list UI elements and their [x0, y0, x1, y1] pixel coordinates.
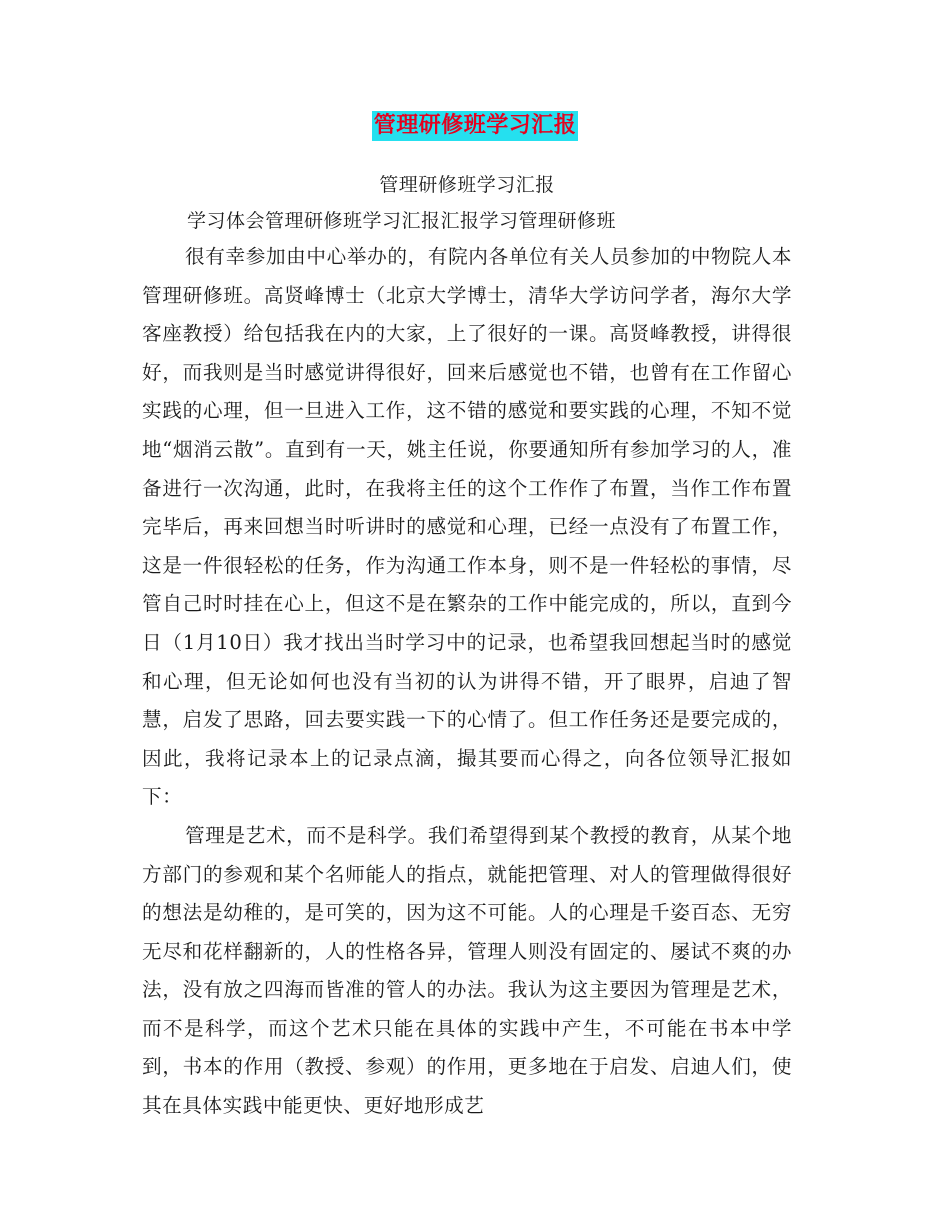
paragraph: 管理是艺术，而不是科学。我们希望得到某个教授的教育，从某个地方部门的参观和某个名师能人的指点，就能把管理、对人的管理做得很好的想法是幼稚的，是可笑的，因为这不可能。人的心理是千姿百态、无穷无尽和花样翻新的，人的性格各异，管理人则没有固定的、屡试不爽的办法，没有放之四海而皆准的管人的办法。我认为这主要因为管理是艺术，而不是科学，而这个艺术只能在具体的实践中产生，不可能在书本中学到，书本的作用（教授、参观）的作用，更多地在于启发、启迪人们，使其在具体实践中能更快、更好地形成艺 — [142, 823, 792, 1118]
keywords-line: 学习体会管理研修班学习汇报汇报学习管理研修班 — [187, 210, 617, 232]
document-body — [142, 170, 792, 1126]
document-heading: 管理研修班学习汇报 — [372, 111, 579, 141]
document-subtitle: 管理研修班学习汇报 — [379, 174, 555, 196]
paragraph: 很有幸参加由中心举办的，有院内各单位有关人员参加的中物院人本管理研修班。高贤峰博士（北京大学博士，清华大学访问学者，海尔大学客座教授）给包括我在内的大家，上了很好的一课。高贤峰教授，讲得很好，而我则是当时感觉讲得很好，回来后感觉也不错，也曾有在工作留心实践的心理，但一旦进入工作，这不错的感觉和要实践的心理，不知不觉地“烟消云散”。直到有一天，姚主任说，你要通知所有参加学习的人，准备进行一次沟通，此时，在我将主任的这个工作作了布置，当作工作布置完毕后，再来回想当时听讲时的感觉和心理，已经一点没有了布置工作，这是一件很轻松的任务，作为沟通工作本身，则不是一件轻松的事情，尽管自己时时挂在心上，但这不是在繁杂的工作中能完成的，所以，直到今日（1月10日）我才找出当时学习中的记录，也希望我回想起当时的感觉和心理，但无论如何也没有当初的认为讲得不错，开了眼界，启迪了智慧，启发了思路，回去要实践一下的心情了。但工作任务还是要完成的，因此，我将记录本上的记录点滴，撮其要而心得之，向各位领导汇报如下： — [142, 245, 792, 809]
document-heading-container — [0, 111, 950, 141]
